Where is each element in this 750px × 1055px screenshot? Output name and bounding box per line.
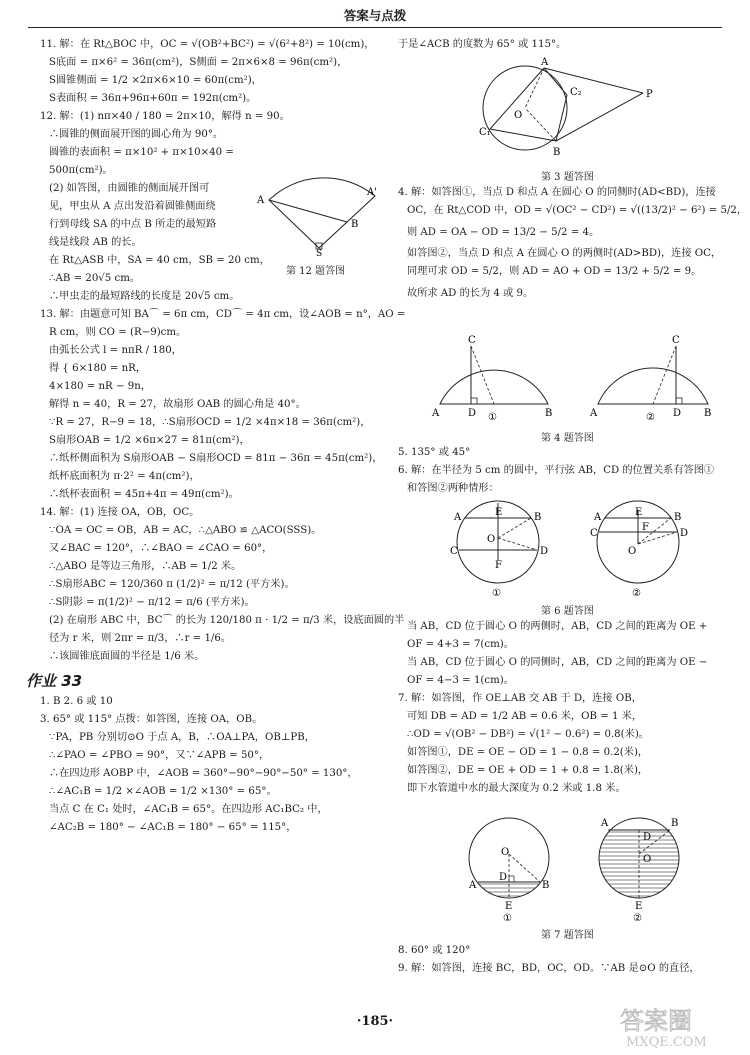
text-line: (2) 如答图，由圆锥的侧面展开图可 <box>49 183 210 194</box>
text-line: ∴纸杯侧面积为 S扇形OAB − S扇形OCD = 81π − 36π = 45π(cm²)， <box>49 453 383 464</box>
left-text-block-2 <box>40 695 380 835</box>
text-line: ∴∠AC₁B = 1/2 ×∠AOB = 1/2 ×130° = 65°。 <box>49 785 277 797</box>
text-line: 得 { 6×180 = nR， <box>49 363 147 374</box>
text-line: ∴圆锥的侧面展开图的圆心角为 90°。 <box>49 129 224 140</box>
text-line: S底面 = π×6² = 36π(cm²)，S侧面 = 2π×6×8 = 96π(cm²)， <box>49 57 348 68</box>
text-line: ∴OD = √(OB² − DB²) = √(1² − 0.6²) = 0.8(米)。 <box>407 729 649 740</box>
fig4-2-label-D: D <box>673 408 682 419</box>
text-line: OC，在 Rt△COD 中，OD = √(OC² − CD²) = √((13/2)² − 6²) = 5/2， <box>407 205 748 216</box>
text-line: S表面积 = 36π+96π+60π = 192π(cm²)。 <box>49 93 257 104</box>
figure-6-caption: 第 6 题答图 <box>541 606 594 617</box>
text-line: 4. 解：如答图①，当点 D 和点 A 在圆心 O 的同侧时(AD<BD)，连接 <box>398 187 716 198</box>
fig4-1-label-num: ① <box>488 412 497 422</box>
fig3-label-C2: C₂ <box>570 87 582 98</box>
text-line: 同理可求 OD = 5/2，则 AD = AO + OD = 13/2 + 5/2 = 9。 <box>407 266 702 277</box>
text-line: 12. 解：(1) nπ×40 / 180 = 2π×10，解得 n = 90。 <box>40 111 290 122</box>
text-line: 1. B 2. 6 或 10 <box>40 695 113 707</box>
fig7-1-label-num: ① <box>503 913 512 922</box>
fig6-2-label-C: C <box>590 528 598 539</box>
fig3-label-C1: C₁ <box>479 127 491 138</box>
watermark-logo <box>612 1003 740 1049</box>
text-line: ∵OA = OC = OB，AB = AC，∴△ABO ≌ △ACO(SSS)。 <box>49 525 322 536</box>
fig12-label-A: A <box>257 195 265 206</box>
fig3-label-O: O <box>514 110 523 121</box>
text-line: R cm，则 CO = (R−9)cm。 <box>49 327 187 338</box>
fig7-2-label-O: O <box>643 854 652 865</box>
text-line: 和答图②两种情形： <box>407 483 499 494</box>
fig7-2-label-num: ② <box>633 913 642 922</box>
right-text-block-2 <box>398 446 736 500</box>
figure-4-semicircles <box>428 332 728 422</box>
fig4-1-label-C: C <box>468 335 476 346</box>
watermark-text: 答案圈 <box>620 1007 692 1035</box>
fig7-1-label-B: B <box>542 880 550 891</box>
text-line: 500π(cm²)。 <box>49 165 113 176</box>
figure-12-caption: 第 12 题答图 <box>286 266 346 277</box>
fig6-2-label-E: E <box>635 507 643 518</box>
text-line: ∵PA，PB 分别切⊙O 于点 A，B，∴OA⊥PA，OB⊥PB， <box>49 731 315 743</box>
text-line: 如答图①，DE = OE − OD = 1 − 0.8 = 0.2(米)， <box>407 747 649 758</box>
text-line: ∴S扇形ABC = 120/360 π (1/2)² = π/12 (平方米)。 <box>49 579 295 590</box>
figure-7-water-pipe <box>465 810 695 922</box>
fig4-1-label-D: D <box>468 408 477 419</box>
fig6-1-label-num: ① <box>492 588 501 598</box>
fig6-1-label-C: C <box>450 546 458 557</box>
text-line: 线是线段 AB 的长。 <box>49 237 142 248</box>
text-line: ∵R = 27，R−9 = 18，∴S扇形OCD = 1/2 ×4π×18 = 36π(cm²)， <box>49 417 371 428</box>
figure-7-caption: 第 7 题答图 <box>541 930 594 941</box>
figure-6-parallel-chords <box>448 498 708 598</box>
text-line: OF = 4+3 = 7(cm)。 <box>407 639 514 650</box>
text-line: (2) 在扇形 ABC 中，BC⌒ 的长为 120/180 π · 1/2 = π/3 米，设底面圆的半 <box>49 615 405 626</box>
text-line: 纸杯底面积为 π·2² = 4π(cm²)， <box>49 471 200 482</box>
fig7-1-label-A: A <box>469 880 477 891</box>
text-line: ∴AB = 20√5 cm。 <box>49 273 141 284</box>
text-line: ∴S阴影 = π(1/2)² − π/12 = π/6 (平方米)。 <box>49 597 255 608</box>
fig3-label-B: B <box>553 147 561 158</box>
text-line: 圆锥的表面积 = π×10² + π×10×40 = <box>49 147 234 158</box>
fig7-2-label-E: E <box>635 901 643 912</box>
fig12-label-S: S <box>316 249 323 256</box>
text-line: ∴纸杯表面积 = 45π+4π = 49π(cm²)。 <box>49 489 239 500</box>
text-line: ∴△ABO 是等边三角形，∴AB = 1/2 米。 <box>49 561 242 572</box>
text-line: 3. 65° 或 115° 点拨：如答图，连接 OA，OB。 <box>40 713 263 725</box>
fig4-2-label-A: A <box>590 408 598 419</box>
text-line: ∴在四边形 AOBP 中，∠AOB = 360°−90°−90°−50° = 130°， <box>49 767 358 779</box>
fig6-1-label-B: B <box>534 512 542 523</box>
section-title: 作业 33 <box>26 671 83 690</box>
fig6-1-label-O: O <box>487 534 496 545</box>
text-line: 当点 C 在 C₁ 处时，∠AC₁B = 65°。在四边形 AC₁BC₂ 中， <box>49 803 328 815</box>
fig3-label-A: A <box>541 57 549 68</box>
fig6-2-label-D: D <box>680 528 689 539</box>
text-line: 径为 r 米，则 2πr = π/3，∴r = 1/6。 <box>49 633 232 644</box>
text-line: ∴甲虫走的最短路线的长度是 20√5 cm。 <box>49 291 240 302</box>
page-header: 答案与点拨 <box>343 8 407 23</box>
text-line: 当 AB，CD 位于圆心 O 的同侧时，AB，CD 之间的距离为 OE − <box>407 657 708 668</box>
page-number: ·185· <box>356 1014 394 1029</box>
fig6-2-label-B: B <box>674 512 682 523</box>
text-line: 行到母线 SA 的中点 B 所走的最短路 <box>49 219 217 230</box>
fig6-1-label-A: A <box>454 512 462 523</box>
figure-3-caption: 第 3 题答图 <box>541 172 594 183</box>
fig7-2-label-B: B <box>671 818 679 829</box>
text-line: 即下水管道中水的最大深度为 0.2 米或 1.8 米。 <box>407 783 626 794</box>
fig6-2-label-A: A <box>594 512 602 523</box>
text-line: 如答图②，当点 D 和点 A 在圆心 O 的两侧时(AD>BD)，连接 OC， <box>407 248 722 259</box>
text-line: ∠AC₂B = 180° − ∠AC₁B = 180° − 65° = 115°， <box>49 821 297 833</box>
figure-12-sector <box>255 170 383 256</box>
fig4-2-label-num: ② <box>646 412 655 422</box>
text-line: 在 Rt△ASB 中，SA = 40 cm，SB = 20 cm， <box>49 255 270 266</box>
text-line: 当 AB，CD 位于圆心 O 的两侧时，AB，CD 之间的距离为 OE + <box>407 621 708 632</box>
right-column <box>398 38 736 56</box>
text-line: 11. 解：在 Rt△BOC 中，OC = √(OB²+BC²) = √(6²+8²) = 10(cm)， <box>40 39 375 50</box>
text-line: 9. 解：如答图，连接 BC，BD，OC，OD。∵AB 是⊙O 的直径， <box>398 963 700 974</box>
text-line: 解得 n = 40，R = 27，故扇形 OAB 的圆心角是 40°。 <box>49 399 306 410</box>
fig6-2-label-O: O <box>628 546 637 557</box>
fig7-1-label-E: E <box>505 901 513 912</box>
left-text-block-1 <box>40 38 406 664</box>
fig12-label-A-prime: A' <box>367 187 377 198</box>
text-line: 见，甲虫从 A 点出发沿着圆锥侧面绕 <box>49 201 216 212</box>
text-line: 则 AD = OA − OD = 13/2 − 5/2 = 4。 <box>407 226 600 238</box>
text-line: OF = 4−3 = 1(cm)。 <box>407 675 514 686</box>
text-line: S圆锥侧面 = 1/2 ×2π×6×10 = 60π(cm²)， <box>49 75 262 86</box>
text-line: 又∠BAC = 120°，∴∠BAO = ∠CAO = 60°， <box>49 543 273 554</box>
watermark-url: MXQE.COM <box>626 1035 707 1049</box>
fig6-1-label-D: D <box>540 546 549 557</box>
text-line: 由弧长公式 l = nπR / 180， <box>49 345 182 356</box>
text-line: 于是∠ACB 的度数为 65° 或 115°。 <box>398 39 567 50</box>
text-line: 如答图②，DE = OE + OD = 1 + 0.8 = 1.8(米)， <box>407 765 649 776</box>
right-text-block-4 <box>398 944 736 980</box>
text-line: 6. 解：在半径为 5 cm 的圆中，平行弦 AB，CD 的位置关系有答图① <box>398 465 715 476</box>
text-line: ∴∠PAO = ∠PBO = 90°，又∵∠APB = 50°， <box>49 749 270 761</box>
left-column <box>26 38 406 839</box>
fig12-label-B: B <box>351 219 359 230</box>
figure-3-tangent-circle <box>478 55 658 163</box>
fig7-1-label-D: D <box>499 872 508 883</box>
fig6-2-label-num: ② <box>632 588 641 598</box>
text-line: S扇形OAB = 1/2 ×6π×27 = 81π(cm²)， <box>49 435 250 446</box>
figure-4-caption: 第 4 题答图 <box>541 433 594 444</box>
fig3-label-P: P <box>646 89 653 100</box>
fig6-1-label-E: E <box>495 507 503 518</box>
text-line: 4×180 = nR − 9n， <box>49 381 151 392</box>
fig7-1-label-O: O <box>501 847 510 858</box>
text-line: ∴该圆锥底面圆的半径是 1/6 米。 <box>49 651 205 662</box>
header-rule <box>28 27 722 28</box>
fig4-2-label-C: C <box>672 335 680 346</box>
text-line: 8. 60° 或 120° <box>398 945 471 956</box>
right-text-block-3 <box>398 620 736 800</box>
text-line: 14. 解：(1) 连接 OA，OB，OC。 <box>40 507 200 518</box>
fig7-2-label-A: A <box>601 818 609 829</box>
fig6-2-label-F: F <box>642 522 649 533</box>
fig7-2-label-D: D <box>643 832 652 843</box>
text-line: 7. 解：如答图，作 OE⊥AB 交 AB 于 D，连接 OB， <box>398 693 642 704</box>
text-line: 故所求 AD 的长为 4 或 9。 <box>407 287 534 299</box>
text-line: 5. 135° 或 45° <box>398 447 471 458</box>
text-line: 可知 DB = AD = 1/2 AB = 0.6 米，OB = 1 米， <box>407 711 643 722</box>
fig4-1-label-B: B <box>545 408 553 419</box>
fig4-2-label-B: B <box>704 408 712 419</box>
right-text-block-1 <box>398 186 748 305</box>
text-line: 13. 解：由题意可知 BA⌒ = 6π cm，CD⌒ = 4π cm，设∠AOB = n°，AO = <box>40 309 406 320</box>
fig4-1-label-A: A <box>432 408 440 419</box>
fig6-1-label-F: F <box>495 560 502 571</box>
